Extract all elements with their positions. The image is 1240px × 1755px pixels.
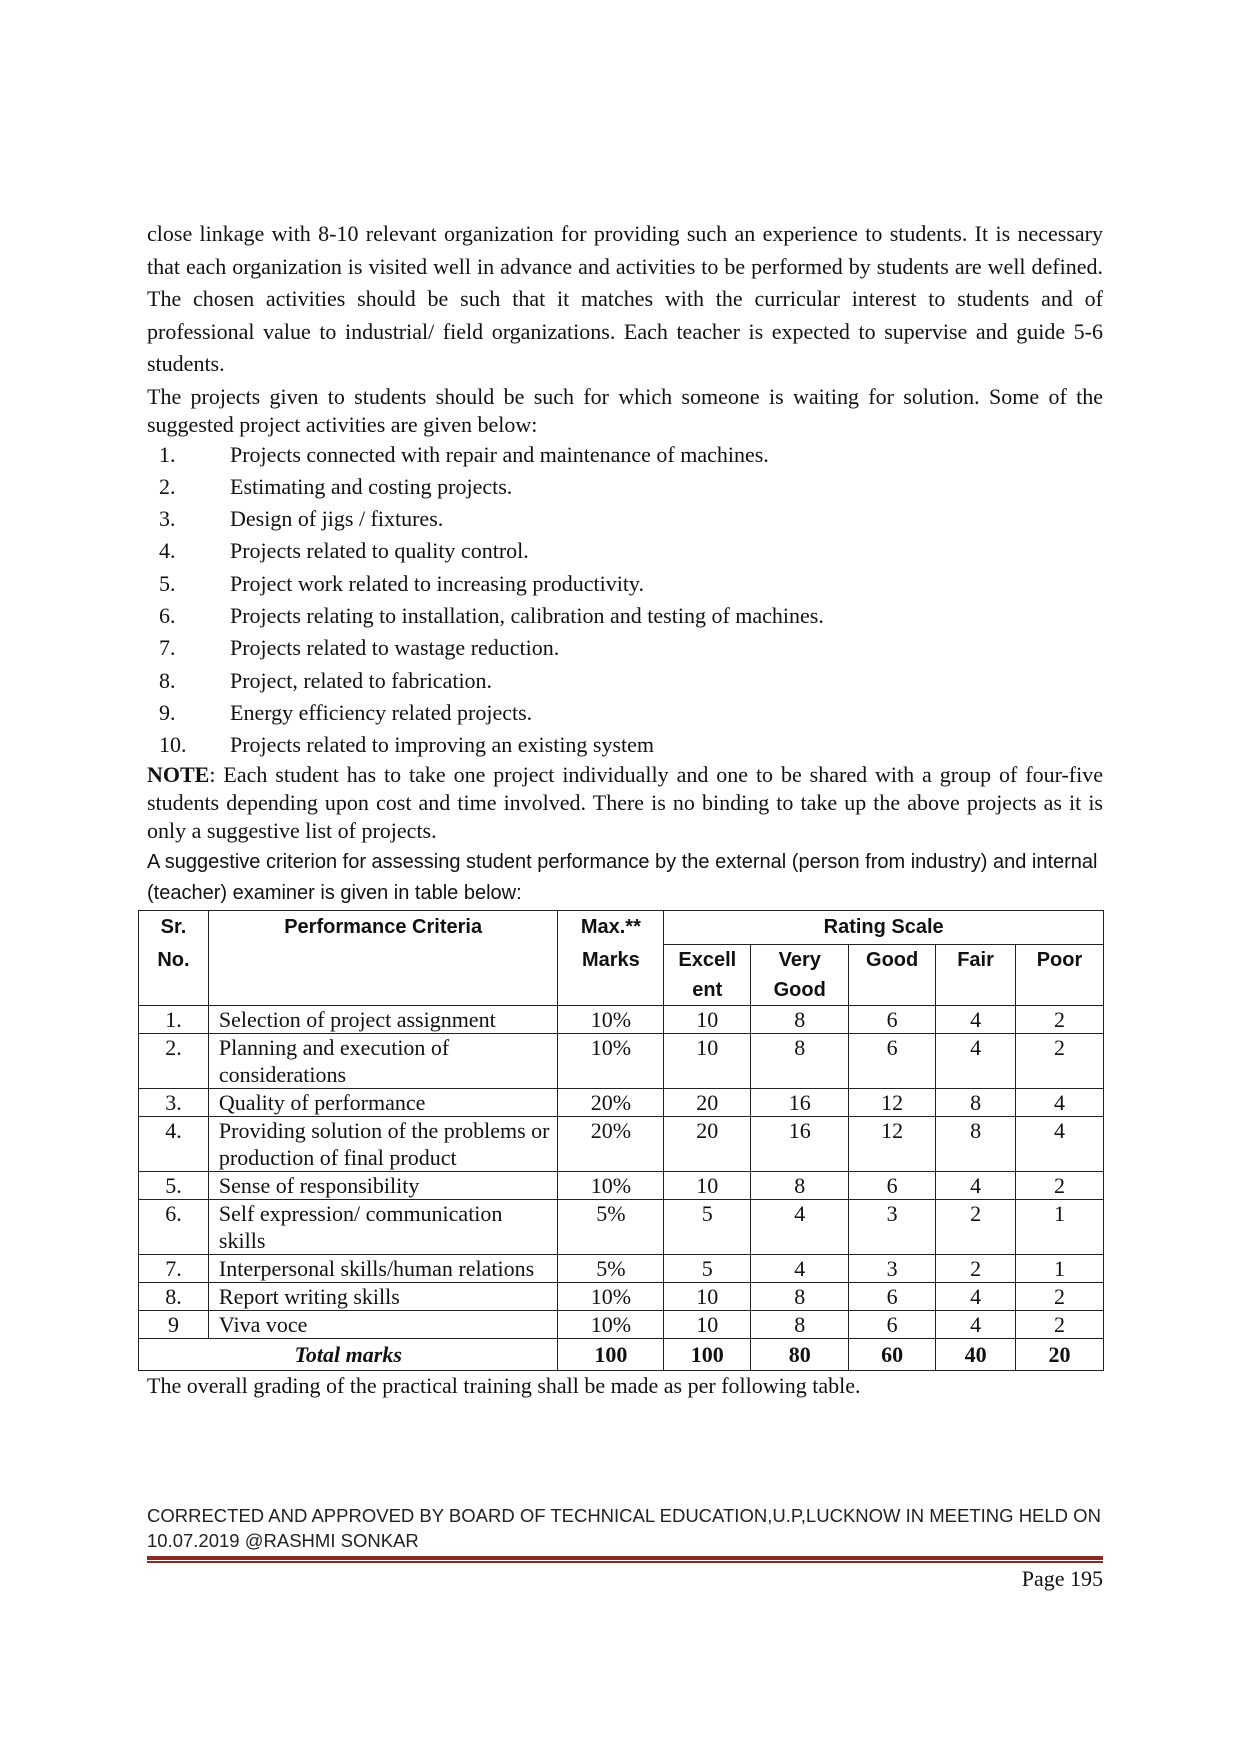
cell-good: 6 xyxy=(849,1283,936,1311)
total-label: Total marks xyxy=(139,1339,558,1371)
cell-max: 10% xyxy=(558,1311,664,1339)
page-number: Page 195 xyxy=(1021,1566,1103,1591)
table-row xyxy=(139,1255,1104,1283)
cell-poor: 2 xyxy=(1016,1034,1104,1089)
cell-criteria: Planning and execution of considerations xyxy=(208,1034,557,1089)
table-row xyxy=(139,1172,1104,1200)
project-item xyxy=(147,503,1103,535)
cell-criteria: Interpersonal skills/human relations xyxy=(208,1255,557,1283)
cell-good: 12 xyxy=(849,1117,936,1172)
header-criteria: Performance Criteria xyxy=(208,911,557,1006)
cell-good: 6 xyxy=(849,1006,936,1034)
cell-poor: 4 xyxy=(1016,1089,1104,1117)
footer xyxy=(147,1503,1103,1553)
cell-excellent: 5 xyxy=(664,1255,751,1283)
table-body xyxy=(139,1006,1104,1339)
cell-fair: 4 xyxy=(936,1283,1016,1311)
project-item xyxy=(147,535,1103,567)
project-text: Design of jigs / fixtures. xyxy=(230,506,444,532)
project-item xyxy=(147,697,1103,729)
cell-sr: 1. xyxy=(139,1006,209,1034)
header-excellent: Excell ent xyxy=(664,945,751,1006)
project-text: Projects related to wastage reduction. xyxy=(230,635,560,661)
project-number: 6. xyxy=(159,602,176,628)
cell-very-good: 8 xyxy=(751,1172,849,1200)
project-item xyxy=(147,568,1103,600)
cell-very-good: 8 xyxy=(751,1006,849,1034)
cell-good: 12 xyxy=(849,1089,936,1117)
header-sr: Sr. No. xyxy=(139,911,209,1006)
cell-criteria: Sense of responsibility xyxy=(208,1172,557,1200)
cell-fair: 8 xyxy=(936,1117,1016,1172)
project-item xyxy=(147,632,1103,664)
cell-sr: 2. xyxy=(139,1034,209,1089)
cell-excellent: 10 xyxy=(664,1006,751,1034)
cell-very-good: 4 xyxy=(751,1255,849,1283)
total-poor: 20 xyxy=(1016,1339,1104,1371)
table-row xyxy=(139,1034,1104,1089)
project-item xyxy=(147,665,1103,697)
cell-max: 5% xyxy=(558,1200,664,1255)
cell-criteria: Selection of project assignment xyxy=(208,1006,557,1034)
projects-intro: The projects given to students should be such for which someone is waiting for solution. Some of the suggested project activities are given below: xyxy=(147,383,1103,437)
footer-line-2: 10.07.2019 @RASHMI SONKAR xyxy=(147,1530,419,1551)
header-poor: Poor xyxy=(1016,945,1104,1006)
cell-criteria: Quality of performance xyxy=(208,1089,557,1117)
project-number: 5. xyxy=(159,570,176,596)
cell-poor: 2 xyxy=(1016,1006,1104,1034)
cell-poor: 1 xyxy=(1016,1200,1104,1255)
project-item xyxy=(147,600,1103,632)
cell-poor: 2 xyxy=(1016,1283,1104,1311)
cell-max: 10% xyxy=(558,1283,664,1311)
project-number: 4. xyxy=(159,538,176,564)
header-rating-scale: Rating Scale xyxy=(664,911,1104,945)
cell-very-good: 16 xyxy=(751,1089,849,1117)
cell-max: 10% xyxy=(558,1034,664,1089)
cell-sr: 7. xyxy=(139,1255,209,1283)
cell-very-good: 8 xyxy=(751,1034,849,1089)
cell-max: 5% xyxy=(558,1255,664,1283)
cell-criteria: Self expression/ communication skills xyxy=(208,1200,557,1255)
project-number: 10. xyxy=(159,732,187,758)
table-row xyxy=(139,1283,1104,1311)
project-text: Projects related to improving an existing system xyxy=(230,732,655,758)
cell-criteria: Providing solution of the problems or production of final product xyxy=(208,1117,557,1172)
project-item xyxy=(147,471,1103,503)
total-very-good: 80 xyxy=(751,1339,849,1371)
cell-sr: 9 xyxy=(139,1311,209,1339)
cell-sr: 4. xyxy=(139,1117,209,1172)
table-row xyxy=(139,1200,1104,1255)
cell-good: 6 xyxy=(849,1172,936,1200)
cell-excellent: 10 xyxy=(664,1311,751,1339)
cell-fair: 4 xyxy=(936,1172,1016,1200)
note-label: NOTE xyxy=(147,762,210,788)
document-body xyxy=(147,218,1103,1401)
intro-paragraph: close linkage with 8-10 relevant organization for providing such an experience to students. It is necessary that each organization is visited well in advance and activities to be performed by students are well defined. The chosen activities should be such that it matches with the curricular interest to students and of professional value to industrial/ field organizations. Each teacher is expected to supervise and guide 5-6 students. xyxy=(147,221,1103,376)
header-max-marks: Max.** Marks xyxy=(558,911,664,1006)
header-good: Good xyxy=(849,945,936,1006)
table-row xyxy=(139,1117,1104,1172)
after-table-text: The overall grading of the practical training shall be made as per following table. xyxy=(147,1373,861,1399)
footer-line-1: CORRECTED AND APPROVED BY BOARD OF TECHNICAL EDUCATION,U.P,LUCKNOW IN MEETING HELD ON xyxy=(147,1505,1101,1526)
footer-rule-thin xyxy=(147,1561,1103,1563)
total-fair: 40 xyxy=(936,1339,1016,1371)
table-row xyxy=(139,1089,1104,1117)
project-text: Project, related to fabrication. xyxy=(230,667,493,693)
cell-max: 10% xyxy=(558,1006,664,1034)
cell-excellent: 20 xyxy=(664,1089,751,1117)
total-max: 100 xyxy=(558,1339,664,1371)
project-text: Projects relating to installation, calibration and testing of machines. xyxy=(230,602,824,628)
cell-very-good: 8 xyxy=(751,1283,849,1311)
cell-good: 6 xyxy=(849,1311,936,1339)
cell-poor: 1 xyxy=(1016,1255,1104,1283)
cell-poor: 2 xyxy=(1016,1172,1104,1200)
projects-list xyxy=(147,439,1103,762)
total-excellent: 100 xyxy=(664,1339,751,1371)
cell-good: 3 xyxy=(849,1200,936,1255)
project-number: 9. xyxy=(159,699,176,725)
header-fair: Fair xyxy=(936,945,1016,1006)
cell-fair: 4 xyxy=(936,1006,1016,1034)
project-text: Project work related to increasing productivity. xyxy=(230,570,645,596)
footer-rule-thick xyxy=(147,1556,1103,1560)
cell-excellent: 10 xyxy=(664,1034,751,1089)
table-row xyxy=(139,1311,1104,1339)
cell-max: 10% xyxy=(558,1172,664,1200)
note-paragraph xyxy=(147,761,1103,845)
cell-criteria: Report writing skills xyxy=(208,1283,557,1311)
project-text: Projects connected with repair and maintenance of machines. xyxy=(230,441,769,467)
cell-poor: 4 xyxy=(1016,1117,1104,1172)
criterion-text: A suggestive criterion for assessing student performance by the external (person from industry) and internal (teacher) examiner is given in table below: xyxy=(147,851,1098,905)
cell-excellent: 10 xyxy=(664,1172,751,1200)
project-text: Projects related to quality control. xyxy=(230,538,529,564)
project-number: 7. xyxy=(159,635,176,661)
cell-very-good: 4 xyxy=(751,1200,849,1255)
project-text: Estimating and costing projects. xyxy=(230,473,513,499)
project-item xyxy=(147,729,1103,761)
project-number: 8. xyxy=(159,667,176,693)
project-number: 3. xyxy=(159,506,176,532)
cell-good: 3 xyxy=(849,1255,936,1283)
total-good: 60 xyxy=(849,1339,936,1371)
cell-sr: 3. xyxy=(139,1089,209,1117)
cell-poor: 2 xyxy=(1016,1311,1104,1339)
cell-good: 6 xyxy=(849,1034,936,1089)
cell-fair: 4 xyxy=(936,1311,1016,1339)
note-text: : Each student has to take one project individually and one to be shared with a group of four-five students depending upon cost and time involved. There is no binding to take up the above projects as it is only a suggestive list of projects. xyxy=(147,762,1103,844)
cell-very-good: 16 xyxy=(751,1117,849,1172)
project-text: Energy efficiency related projects. xyxy=(230,699,533,725)
rating-table xyxy=(138,910,1104,1371)
cell-sr: 5. xyxy=(139,1172,209,1200)
cell-excellent: 20 xyxy=(664,1117,751,1172)
cell-criteria: Viva voce xyxy=(208,1311,557,1339)
project-item xyxy=(147,439,1103,471)
cell-max: 20% xyxy=(558,1117,664,1172)
cell-sr: 6. xyxy=(139,1200,209,1255)
cell-fair: 8 xyxy=(936,1089,1016,1117)
cell-fair: 2 xyxy=(936,1255,1016,1283)
project-number: 2. xyxy=(159,473,176,499)
header-very-good: Very Good xyxy=(751,945,849,1006)
cell-excellent: 5 xyxy=(664,1200,751,1255)
cell-fair: 2 xyxy=(936,1200,1016,1255)
cell-excellent: 10 xyxy=(664,1283,751,1311)
cell-max: 20% xyxy=(558,1089,664,1117)
cell-fair: 4 xyxy=(936,1034,1016,1089)
cell-sr: 8. xyxy=(139,1283,209,1311)
table-row xyxy=(139,1006,1104,1034)
project-number: 1. xyxy=(159,441,176,467)
total-row xyxy=(139,1339,1104,1371)
cell-very-good: 8 xyxy=(751,1311,849,1339)
